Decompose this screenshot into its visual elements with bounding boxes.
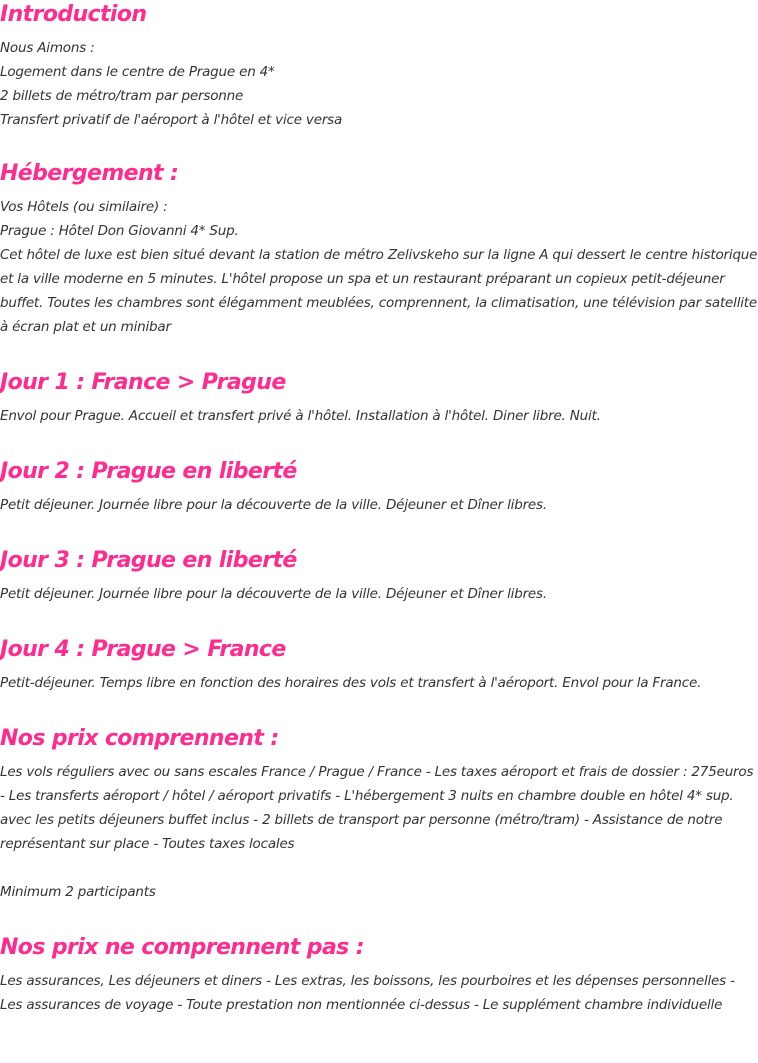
intro-line: Nous Aimons : [0,40,95,56]
section-title-jour-2: Jour 2 : Prague en liberté [0,459,297,484]
section-title-prix-ne-comprennent-pas: Nos prix ne comprennent pas : [0,935,364,960]
section-title-jour-1: Jour 1 : France > Prague [0,370,286,395]
section-title-jour-3: Jour 3 : Prague en liberté [0,548,297,573]
jour-1-text: Envol pour Prague. Accueil et transfert privé à l'hôtel. Installation à l'hôtel. Diner libre. Nuit. [0,408,601,424]
hebergement-line: Prague : Hôtel Don Giovanni 4* Sup. [0,223,239,239]
section-introduction [0,0,758,132]
section-hebergement [0,159,758,339]
jour-3-text: Petit déjeuner. Journée libre pour la découverte de la ville. Déjeuner et Dîner libres. [0,586,547,602]
section-prix-comprennent [0,724,758,904]
section-jour-2 [0,457,758,517]
section-jour-4 [0,635,758,695]
intro-line: Transfert privatif de l'aéroport à l'hôtel et vice versa [0,112,343,128]
hotel-description: Cet hôtel de luxe est bien situé devant la station de métro Zelivskeho sur la ligne A qui dessert le centre historique et la ville moderne en 5 minutes. L'hôtel propose un spa et un restaurant préparant un copieux petit-déjeuner buffet. Toutes les chambres sont élégamment meublées, comprennent, la climatisation, une télévision par satellite à écran plat et un minibar [0,247,758,335]
intro-line: 2 billets de métro/tram par personne [0,88,244,104]
section-jour-3 [0,546,758,606]
section-prix-ne-comprennent-pas [0,933,758,1017]
section-jour-1 [0,368,758,428]
section-title-introduction: Introduction [0,2,147,27]
section-title-prix-comprennent: Nos prix comprennent : [0,726,279,751]
jour-2-text: Petit déjeuner. Journée libre pour la découverte de la ville. Déjeuner et Dîner libres. [0,497,547,513]
intro-line: Logement dans le centre de Prague en 4* [0,64,275,80]
section-title-hebergement: Hébergement : [0,161,179,186]
prix-ne-comprennent-pas-text: Les assurances, Les déjeuners et diners - Les extras, les boissons, les pourboires et les dépenses personnelles - Les assurances de voyage - Toute prestation non mentionnée ci-dessus - Le supplément chambre individuelle [0,973,735,1013]
hebergement-line: Vos Hôtels (ou similaire) : [0,199,168,215]
section-title-jour-4: Jour 4 : Prague > France [0,637,286,662]
minimum-participants-note: Minimum 2 participants [0,884,156,900]
prix-comprennent-text: Les vols réguliers avec ou sans escales France / Prague / France - Les taxes aéroport et frais de dossier : 275euros - Les transferts aéroport / hôtel / aéroport privatifs - L'hébergement 3 nuits en chambre double en hôtel 4* sup. avec les petits déjeuners buffet inclus - 2 billets de transport par personne (métro/tram) - Assistance de notre représentant sur place - Toutes taxes locales [0,764,754,852]
jour-4-text: Petit-déjeuner. Temps libre en fonction des horaires des vols et transfert à l'aéroport. Envol pour la France. [0,675,702,691]
